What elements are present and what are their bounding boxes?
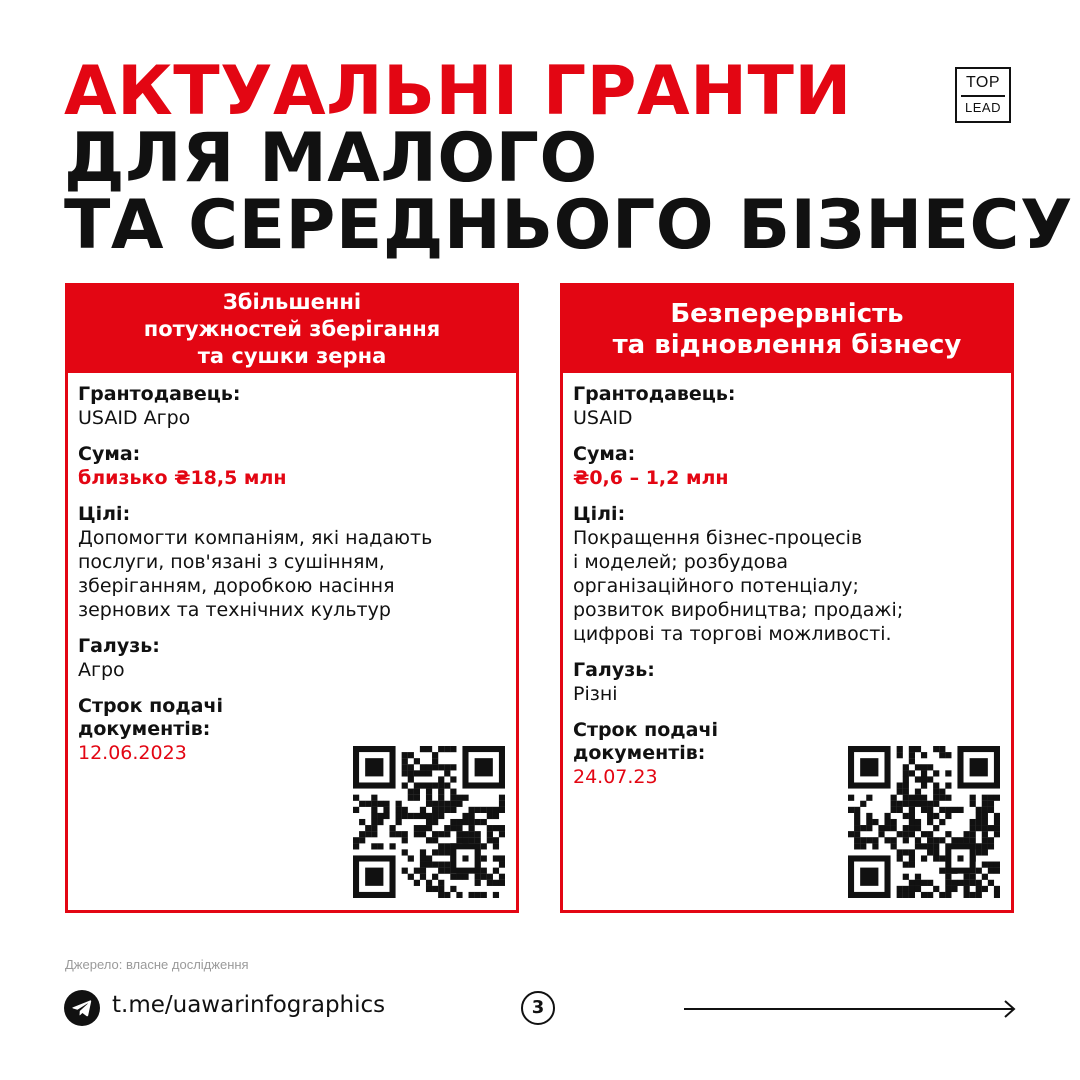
- grant-card-business-continuity: [560, 283, 1014, 913]
- goals-value: Допомогти компаніям, які надають послуги, пов'язані з сушінням, зберіганням, доробкою насіння зернових та технічних культур: [78, 527, 433, 621]
- goals-field: [573, 503, 1011, 646]
- amount-value: близько ₴18,5 млн: [78, 467, 287, 489]
- amount-label: Сума:: [78, 443, 141, 465]
- title-line-3: ТА СЕРЕДНЬОГО БІЗНЕСУ: [64, 186, 1073, 265]
- goals-label: Цілі:: [573, 503, 626, 525]
- title-line-1: АКТУАЛЬНІ ГРАНТИ: [64, 52, 852, 131]
- telegram-link[interactable]: t.me/uawarinfographics: [112, 992, 386, 1018]
- amount-label: Сума:: [573, 443, 636, 465]
- grantor-field: [573, 383, 1011, 430]
- grantor-field: [78, 383, 516, 430]
- telegram-icon[interactable]: [64, 990, 100, 1026]
- source-note: Джерело: власне дослідження: [65, 957, 249, 972]
- industry-label: Галузь:: [573, 659, 655, 681]
- goals-label: Цілі:: [78, 503, 131, 525]
- deadline-value: 12.06.2023: [78, 742, 187, 764]
- grant-card-grain-storage: [65, 283, 519, 913]
- amount-field: [573, 443, 1011, 490]
- goals-value: Покращення бізнес-процесів і моделей; розбудова організаційного потенціалу; розвиток виробництва; продажі; цифрові та торгові можливості.: [573, 527, 904, 645]
- deadline-label: Строк подачі документів:: [573, 719, 719, 764]
- amount-field: [78, 443, 516, 490]
- page-title: [64, 52, 1073, 265]
- grant-card-heading: Безперервність та відновлення бізнесу: [612, 298, 962, 360]
- grant-card-heading: Збільшенні потужностей зберігання та сушки зерна: [143, 290, 441, 368]
- grantor-label: Грантодавець:: [78, 383, 241, 405]
- industry-field: [573, 659, 1011, 706]
- qr-code-icon[interactable]: [848, 746, 1000, 898]
- grantor-label: Грантодавець:: [573, 383, 736, 405]
- grant-card-body: [563, 373, 1011, 789]
- industry-value: Різні: [573, 683, 618, 705]
- goals-field: [78, 503, 516, 622]
- industry-field: [78, 635, 516, 682]
- deadline-value: 24.07.23: [573, 766, 658, 788]
- page-number: 3: [521, 991, 555, 1025]
- grant-card-header: [563, 286, 1011, 373]
- arrow-right-icon[interactable]: [684, 998, 1018, 1020]
- title-line-2: ДЛЯ МАЛОГО: [64, 119, 598, 198]
- deadline-label: Строк подачі документів:: [78, 695, 224, 740]
- grant-card-header: [68, 286, 516, 373]
- industry-label: Галузь:: [78, 635, 160, 657]
- grant-card-body: [68, 373, 516, 765]
- logo-bottom-text: LEAD: [965, 99, 1001, 115]
- logo-top-text: TOP: [965, 74, 1001, 91]
- qr-code-icon[interactable]: [353, 746, 505, 898]
- grantor-value: USAID Агро: [78, 407, 191, 429]
- industry-value: Агро: [78, 659, 125, 681]
- top-lead-logo: [955, 67, 1011, 123]
- grantor-value: USAID: [573, 407, 633, 429]
- amount-value: ₴0,6 – 1,2 млн: [573, 467, 729, 489]
